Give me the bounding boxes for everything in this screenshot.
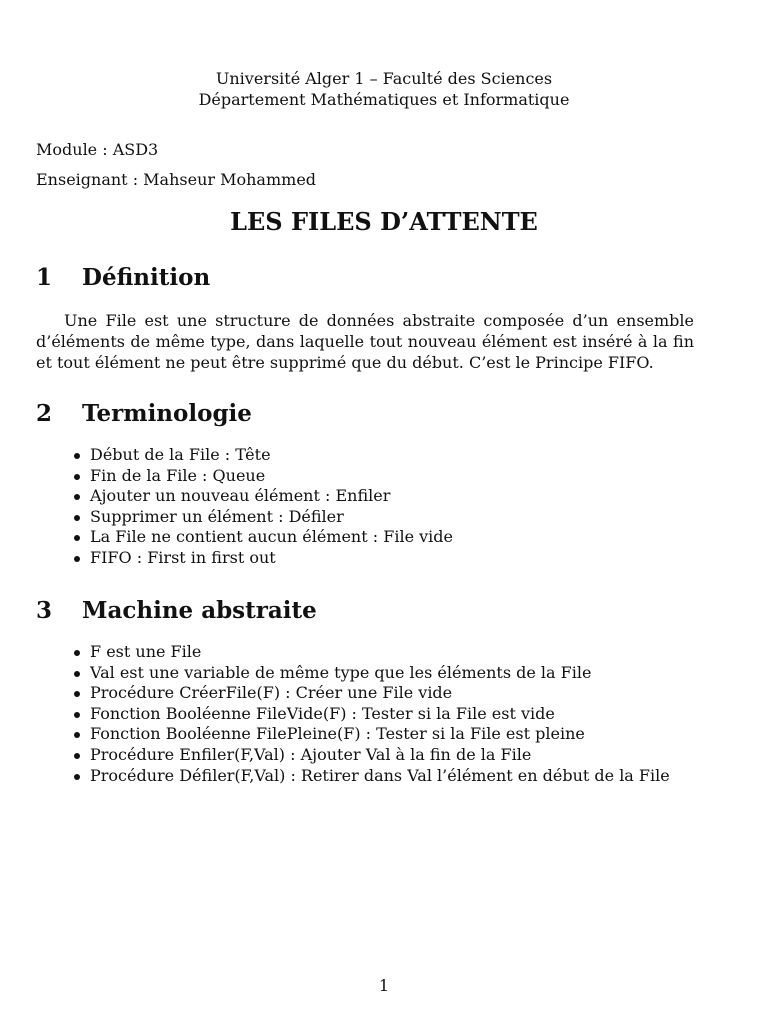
list-item: Procédure CréerFile(F) : Créer une File vide [36,683,670,704]
section-number: 1 [36,264,53,291]
list-item: Procédure Enfiler(F,Val) : Ajouter Val à la fin de la File [36,745,670,766]
document-title: LES FILES D’ATTENTE [230,207,538,236]
terminologie-list [36,445,453,569]
section-title: Terminologie [82,400,252,427]
document-header [0,68,768,110]
header-department: Département Mathématiques et Informatique [198,90,570,109]
header-university: Université Alger 1 – Faculté des Sciences [215,69,553,88]
section-title: Machine abstraite [82,597,317,624]
list-item: Procédure Défiler(F,Val) : Retirer dans Val l’élément en début de la File [36,766,670,787]
section-number: 3 [36,597,53,624]
list-item: FIFO : First in first out [36,548,453,569]
teacher-line: Enseignant : Mahseur Mohammed [36,170,317,189]
page-number: 1 [378,976,390,995]
section-heading-machine-abstraite [36,597,317,624]
list-item: F est une File [36,642,670,663]
section-number: 2 [36,400,53,427]
list-item: Début de la File : Tête [36,445,453,466]
list-item: Fonction Booléenne FilePleine(F) : Tester si la File est pleine [36,724,670,745]
section-heading-definition [36,264,210,291]
list-item: Val est une variable de même type que les éléments de la File [36,663,670,684]
module-line: Module : ASD3 [36,140,159,159]
list-item: Ajouter un nouveau élément : Enfiler [36,486,453,507]
list-item: Fonction Booléenne FileVide(F) : Tester si la File est vide [36,704,670,725]
section-title: Définition [82,264,211,291]
section-heading-terminologie [36,400,252,427]
definition-paragraph: Une File est une structure de données abstraite composée d’un ensemble d’éléments de même type, dans laquelle tout nouveau élément est inséré à la fin et tout élément ne peut être supprimé que du début. C’est le Principe FIFO. [36,311,694,372]
machine-abstraite-list [36,642,670,786]
list-item: La File ne contient aucun élément : File vide [36,527,453,548]
list-item: Fin de la File : Queue [36,466,453,487]
list-item: Supprimer un élément : Défiler [36,507,453,528]
